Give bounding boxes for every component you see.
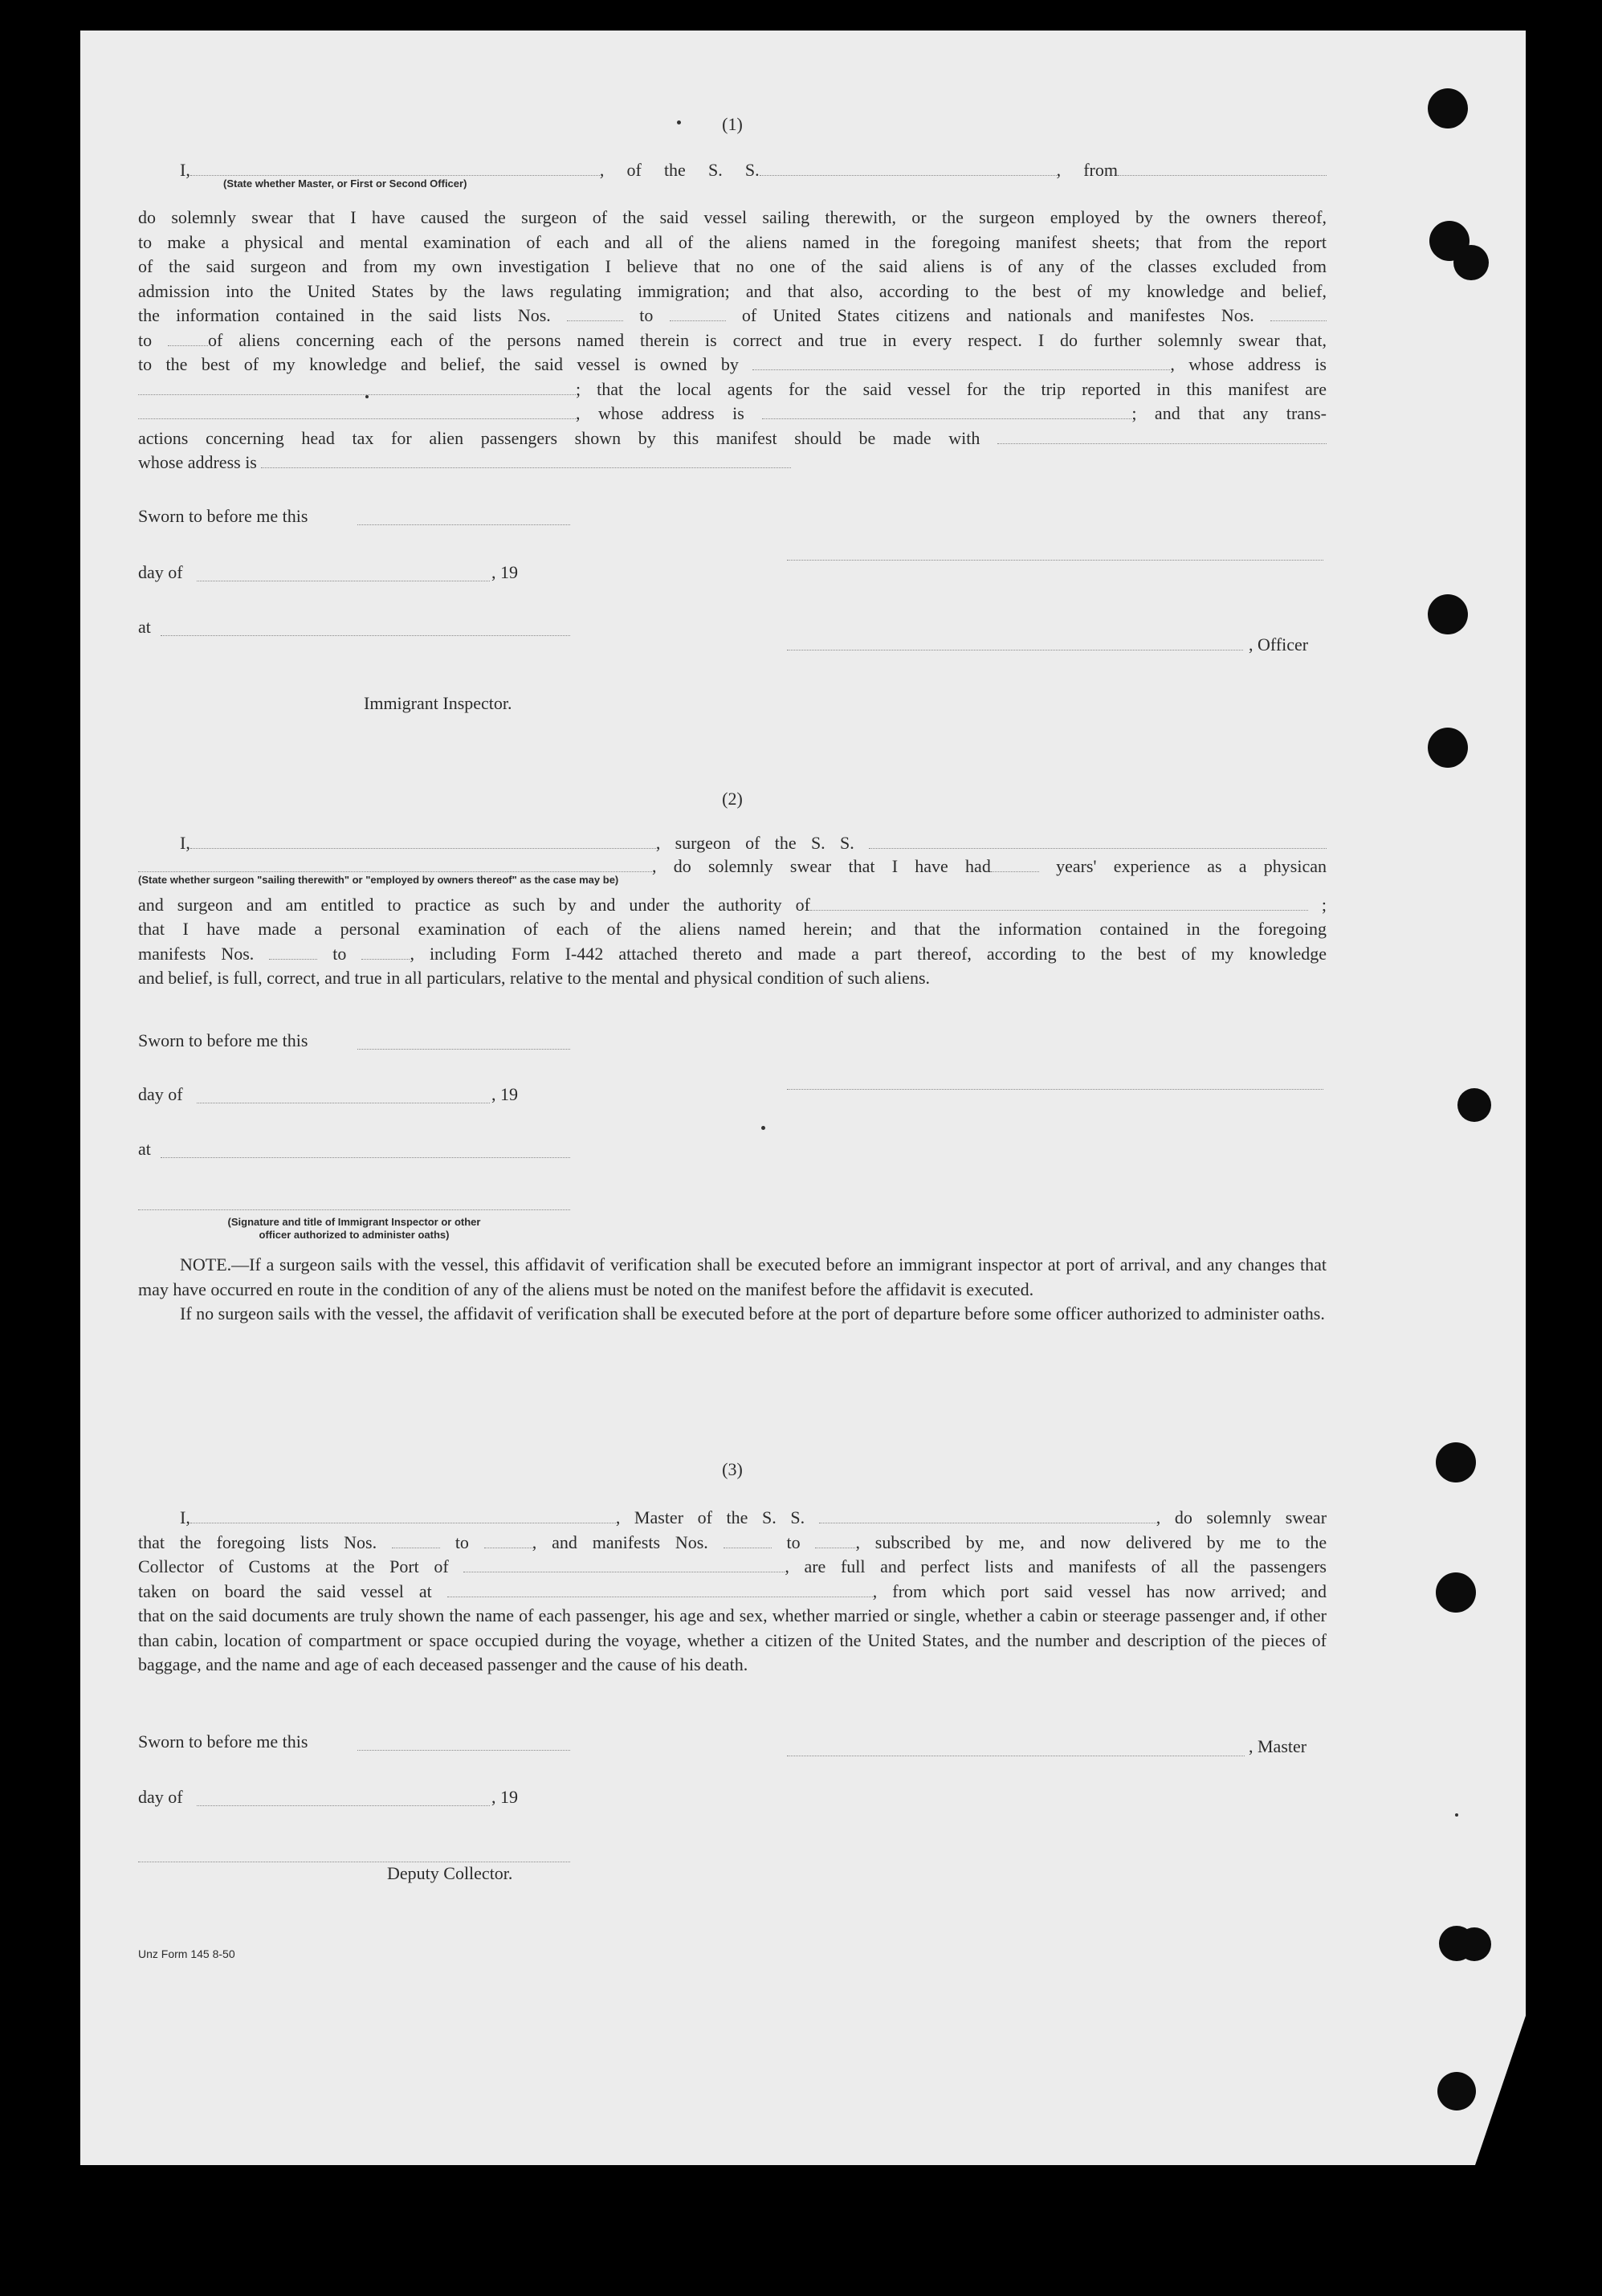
binder-hole <box>1428 728 1468 768</box>
signature-line <box>787 559 1323 561</box>
officer-line <box>787 649 1243 650</box>
note <box>138 1253 1327 1327</box>
place-line <box>161 1156 570 1158</box>
sworn-label: Sworn to before me this <box>138 506 308 526</box>
text: , from which port said vessel has now arrived; and <box>872 1580 1327 1601</box>
text: , whose address is <box>1170 354 1327 374</box>
year-label: , 19 <box>491 1084 518 1104</box>
text: and surgeon and am entitled to practice as such by and under the authority of <box>138 894 810 915</box>
text: , and manifests Nos. <box>532 1531 708 1552</box>
text: ; and that any trans- <box>1131 403 1327 423</box>
signature-caption <box>138 1216 570 1242</box>
text: officer authorized to administer oaths) <box>259 1229 450 1241</box>
text: I, <box>180 1507 190 1527</box>
note-text: If no surgeon sails with the vessel, the affidavit of verification shall be executed before at the port of departure before some officer authorized to administer oaths. <box>180 1303 1325 1323</box>
text: of United States citizens and nationals and manifestes Nos. <box>741 305 1254 325</box>
text: of aliens concerning each of the persons named therein is correct and true in every respect. I do further solemnly swear that, <box>208 329 1327 350</box>
inspector-label: Immigrant Inspector. <box>364 693 512 713</box>
place-line <box>161 634 570 636</box>
text: to the best of my knowledge and belief, the said vessel is owned by <box>138 354 739 374</box>
speck <box>1455 1813 1458 1817</box>
text: to <box>332 943 347 964</box>
section-1 <box>138 112 1327 137</box>
speck <box>761 1126 765 1130</box>
section-3 <box>138 1458 1327 1482</box>
text: to <box>786 1531 801 1552</box>
signature-line <box>357 1749 570 1751</box>
text: the information contained in the said lists Nos. <box>138 305 551 325</box>
binder-hole <box>1428 594 1468 634</box>
binder-hole <box>1453 245 1489 280</box>
text: Collector of Customs at the Port of <box>138 1556 449 1576</box>
text: , do solemnly swear <box>1156 1507 1327 1527</box>
at-label: at <box>138 1139 151 1159</box>
binder-hole <box>1428 88 1468 128</box>
date-line <box>197 580 490 581</box>
binder-hole <box>1437 2072 1476 2110</box>
text: , are full and perfect lists and manifests of all the passengers <box>785 1556 1327 1576</box>
section-1-first-line <box>138 157 1327 190</box>
text: whose address is <box>138 452 257 472</box>
section-number: (1) <box>722 114 743 134</box>
master-line <box>787 1755 1245 1756</box>
text: actions concerning head tax for alien passengers shown by this manifest should be made with <box>138 427 980 448</box>
text: ; that the local agents for the said vessel for the trip reported in this manifest are <box>576 378 1327 399</box>
sworn-label: Sworn to before me this <box>138 1731 308 1752</box>
signature-line <box>787 1088 1323 1090</box>
text: do solemnly swear that I have caused the surgeon of the said vessel sailing therewith, or the surgeon employed by the owners thereof, <box>138 207 1327 227</box>
text: , subscribed by me, and now delivered by me to the <box>855 1531 1327 1552</box>
text: of the said surgeon and from my own investigation I believe that no one of the said aliens is of any of the classes excluded from <box>138 256 1327 276</box>
deputy-label: Deputy Collector. <box>387 1863 513 1883</box>
text: that on the said documents are truly shown the name of each passenger, his age and sex, whether married or single, whether a cabin or steerage passenger and, if other than cabin, location of compartment or space occupied during the voyage, whether a citizen of the United States, and the number and description of the pieces of baggage, and the name and age of each deceased passenger and the cause of his death. <box>138 1605 1327 1674</box>
text: to <box>639 305 654 325</box>
text: to <box>455 1531 469 1552</box>
form-number: Unz Form 145 8-50 <box>138 1947 235 1960</box>
text: that the foregoing lists Nos. <box>138 1531 377 1552</box>
section-2-body: I, , surgeon of the S. S. , do solemnly swear that I have had years' experience as a physican (State whether surgeon "sailing therewith" or "employed by owners thereof" as the case may be) and surgeon and am entitled to practice as such by and under the authority of ; that I have made a personal examination of each of the aliens named herein; and that the information contained in the foregoing manifests Nos. to , including Form I-442 attached thereto and made a part thereof, according to the best of my knowledge and belief, is full, correct, and true in all particulars, relative to the mental and physical condition of such aliens. <box>138 831 1327 991</box>
text: , from <box>1056 160 1118 180</box>
day-of-label: day of <box>138 562 183 582</box>
day-of-label: day of <box>138 1787 183 1807</box>
text: to <box>138 329 153 350</box>
year-label: , 19 <box>491 1787 518 1807</box>
text: , of the S. S. <box>599 160 760 180</box>
at-label: at <box>138 617 151 637</box>
speck <box>677 120 681 124</box>
binder-hole <box>1436 1572 1476 1613</box>
section-number: (3) <box>722 1459 743 1479</box>
text: , whose address is <box>576 403 744 423</box>
text: I, <box>180 160 190 180</box>
binder-hole <box>1457 1088 1491 1122</box>
text: and belief, is full, correct, and true in all particulars, relative to the mental and physical condition of such aliens. <box>138 968 931 988</box>
text: , do solemnly swear that I have had <box>652 855 991 876</box>
section-number: (2) <box>722 789 743 809</box>
binder-hole <box>1436 1442 1476 1482</box>
text: that I have made a personal examination of each of the aliens named herein; and that the information contained in the foregoing <box>138 919 1327 939</box>
text: , Master of the S. S. <box>615 1507 805 1527</box>
signature-line <box>357 524 570 525</box>
note-text: NOTE.—If a surgeon sails with the vessel, this affidavit of verification shall be executed before an immigrant inspector at port of arrival, and any changes that may have occurred en route in the condition of any of the aliens must be noted on the manifest before the affidavit is executed. <box>138 1254 1327 1299</box>
text: years' experience as a physican <box>1056 855 1327 876</box>
text: (Signature and title of Immigrant Inspector or other <box>227 1216 481 1228</box>
signature-line <box>138 1861 570 1862</box>
date-line <box>197 1102 490 1103</box>
text: taken on board the said vessel at <box>138 1580 432 1601</box>
text: I, <box>180 833 190 853</box>
year-label: , 19 <box>491 562 518 582</box>
text: to make a physical and mental examination of each and all of the aliens named in the foregoing manifest sheets; that from the report <box>138 231 1327 252</box>
text: admission into the United States by the laws regulating immigration; and that also, according to the best of my knowledge and belief, <box>138 280 1327 301</box>
text: , surgeon of the S. S. <box>655 833 854 853</box>
sworn-label: Sworn to before me this <box>138 1030 308 1050</box>
officer-label: , Officer <box>1249 634 1309 655</box>
field-caption: (State whether surgeon "sailing therewith" or "employed by owners thereof" as the case may be) <box>138 873 619 886</box>
date-line <box>197 1805 490 1806</box>
text: manifests Nos. <box>138 943 255 964</box>
master-label: , Master <box>1249 1736 1307 1756</box>
text: , including Form I-442 attached thereto and made a part thereof, according to the best of my knowledge <box>410 943 1327 964</box>
field-caption: (State whether Master, or First or Second Officer) <box>223 177 467 190</box>
speck <box>365 395 369 398</box>
signature-line <box>138 1209 570 1210</box>
signature-line <box>357 1048 570 1050</box>
section-1-body <box>138 206 1327 475</box>
binder-hole <box>1457 1927 1491 1961</box>
day-of-label: day of <box>138 1084 183 1104</box>
section-3-body <box>138 1506 1327 1678</box>
section-2 <box>138 787 1327 812</box>
